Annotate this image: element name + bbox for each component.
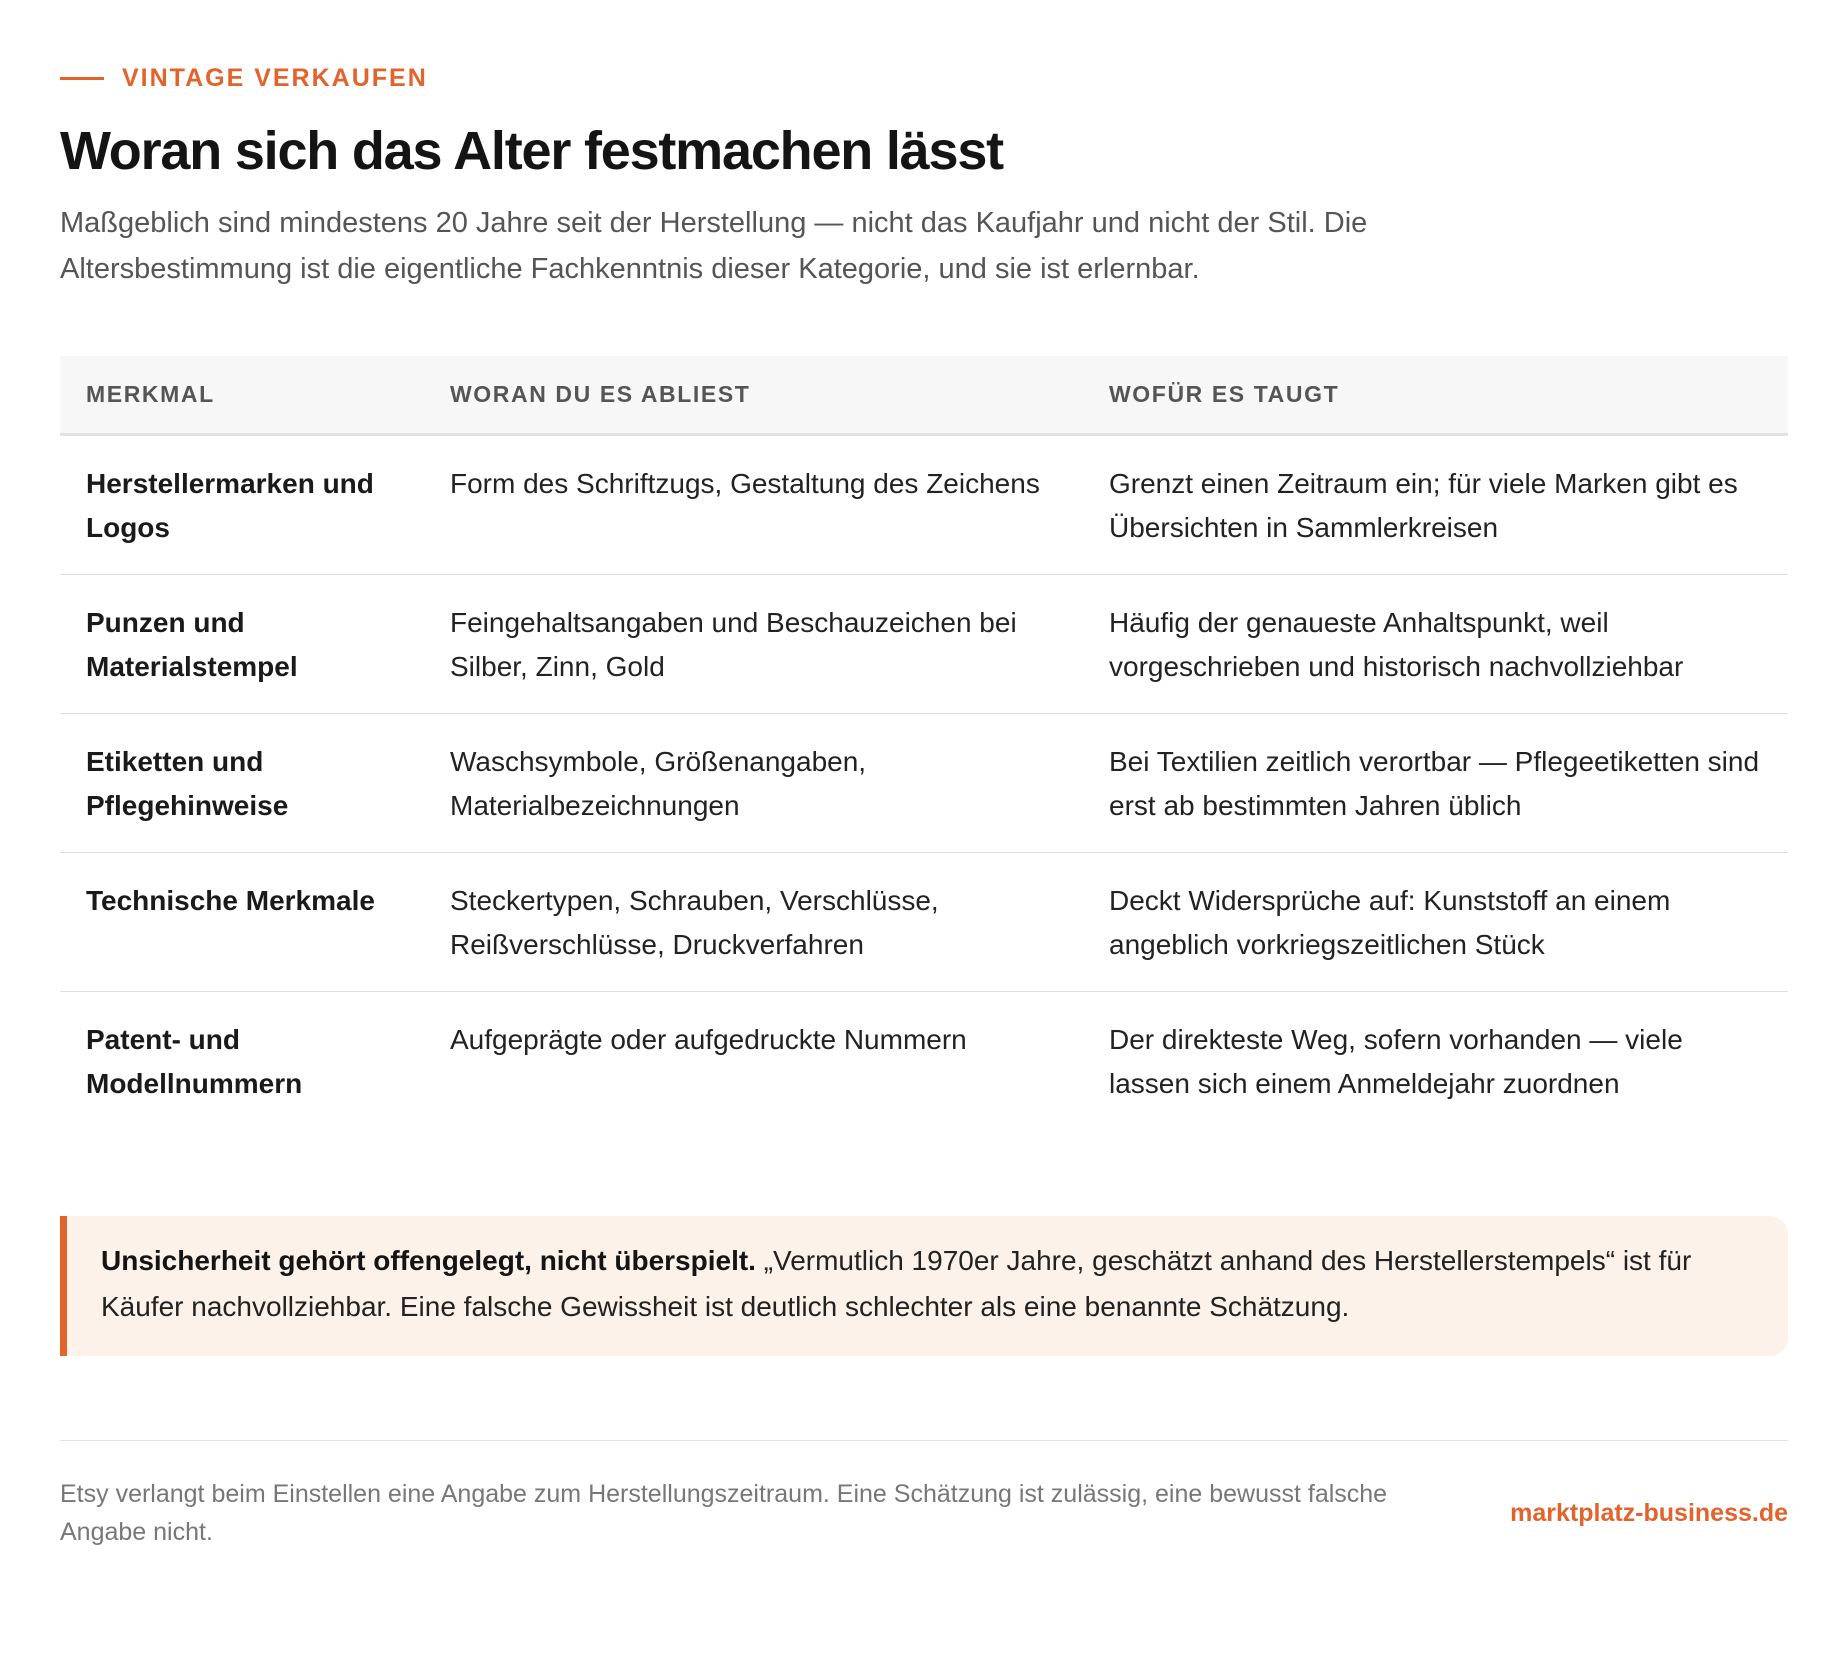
page-title: Woran sich das Alter festmachen lässt [60, 121, 1003, 181]
cell-how: Waschsymbole, Größenangaben, Materialbezeichnungen [424, 713, 1083, 852]
callout-box [60, 1216, 1788, 1356]
cell-feature: Etiketten und Pflegehinweise [60, 713, 424, 852]
cell-how: Aufgeprägte oder aufgedruckte Nummern [450, 1023, 967, 1055]
table-row [60, 574, 1788, 713]
table-body [60, 434, 1788, 1130]
table-row [60, 852, 1788, 991]
footer [60, 1440, 1788, 1551]
cell-how: Feingehaltsangaben und Beschauzeichen bei Silber, Zinn, Gold [424, 574, 1083, 713]
cell-use: Deckt Widersprüche auf: Kunststoff an einem angeblich vorkriegszeitlichen Stück [1083, 852, 1788, 991]
cell-how: Form des Schriftzugs, Gestaltung des Zeichens [424, 434, 1083, 574]
eyebrow-accent-line [60, 77, 104, 80]
cell-use: Bei Textilien zeitlich verortbar — Pflegeetiketten sind erst ab bestimmten Jahren üblich [1083, 713, 1788, 852]
eyebrow-label: VINTAGE VERKAUFEN [122, 63, 428, 92]
table-row [60, 434, 1788, 574]
table-row [60, 991, 1788, 1130]
cell-feature: Patent- und Modellnummern [86, 1023, 303, 1099]
features-table [60, 356, 1788, 1130]
column-header-use: WOFÜR ES TAUGT [1083, 356, 1788, 434]
table-header [60, 356, 1788, 434]
callout-text: „Vermutlich 1970er Jahre, geschätzt anhand des Herstellerstempels“ ist für Käufer nachvollziehbar. Eine falsche Gewissheit ist deutlich schlechter als eine benannte Schätzung. [101, 1244, 1692, 1322]
cell-use: Der direkteste Weg, sofern vorhanden — viele lassen sich einem Anmeldejahr zuordnen [1109, 1023, 1683, 1099]
table-header-row [60, 356, 1788, 434]
cell-feature: Technische Merkmale [60, 852, 424, 991]
column-header-feature: MERKMAL [60, 356, 424, 434]
cell-use: Häufig der genaueste Anhaltspunkt, weil vorgeschrieben und historisch nachvollziehbar [1083, 574, 1788, 713]
column-header-how: WORAN DU ES ABLIEST [424, 356, 1083, 434]
cell-feature: Herstellermarken und Logos [60, 434, 424, 574]
footer-note: Etsy verlangt beim Einstellen eine Angabe zum Herstellungszeitraum. Eine Schätzung ist zulässig, eine bewusst falsche Angabe nicht. [60, 1480, 1388, 1546]
footer-brand[interactable]: marktplatz-business.de [1510, 1498, 1788, 1527]
table-row [60, 713, 1788, 852]
cell-feature: Punzen und Materialstempel [60, 574, 424, 713]
cell-how: Steckertypen, Schrauben, Verschlüsse, Reißverschlüsse, Druckverfahren [424, 852, 1083, 991]
intro-paragraph: Maßgeblich sind mindestens 20 Jahre seit der Herstellung — nicht das Kaufjahr und nicht der Stil. Die Altersbestimmung ist die eigentliche Fachkenntnis dieser Kategorie, und sie ist erlernbar. [60, 207, 1368, 286]
eyebrow [60, 58, 1780, 98]
cell-use: Grenzt einen Zeitraum ein; für viele Marken gibt es Übersichten in Sammlerkreisen [1083, 434, 1788, 574]
callout-lead: Unsicherheit gehört offengelegt, nicht überspielt. [101, 1244, 756, 1276]
